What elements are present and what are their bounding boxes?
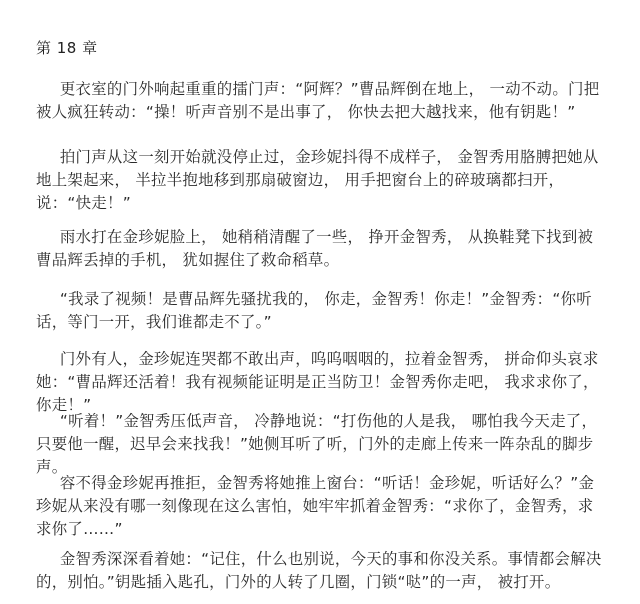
chapter-title: 第 18 章 xyxy=(36,39,98,57)
paragraph: 拍门声从这一刻开始就没停止过，金珍妮抖得不成样子， 金智秀用胳膊把她从地上架起来， 半拉半抱地移到那扇破窗边， 用手把窗台上的碎玻璃都扫开， 说：“快走！” xyxy=(36,148,599,212)
paragraph: 更衣室的门外响起重重的擂门声：“阿辉？”曹品辉倒在地上， 一动不动。门把被人疯狂转动：“操！听声音别不是出事了， 你快去把大越找来，他有钥匙！” xyxy=(36,80,600,121)
paragraph: 容不得金珍妮再推拒，金智秀将她推上窗台：“听话！金珍妮，听话好么？”金珍妮从来没有哪一刻像现在这么害怕，她牢牢抓着金智秀：“求你了，金智秀，求求你了……” xyxy=(36,474,595,538)
paragraph: “我录了视频！是曹品辉先骚扰我的， 你走，金智秀！你走！”金智秀：“你听话，等门一开，我们谁都走不了。” xyxy=(36,290,592,331)
paragraph: “听着！”金智秀压低声音， 冷静地说：“打伤他的人是我， 哪怕我今天走了， 只要他一醒，迟早会来找我！”她侧耳听了听，门外的走廊上传来一阵杂乱的脚步声。 xyxy=(36,412,598,476)
paragraph: 金智秀深深看着她：“记住，什么也别说，今天的事和你没关系。事情都会解决的，别怕。”钥匙插入匙孔，门外的人转了几圈，门锁“哒”的一声， 被打开。 xyxy=(36,550,602,591)
paragraph: 雨水打在金珍妮脸上， 她稍稍清醒了一些， 挣开金智秀， 从换鞋凳下找到被曹品辉丢掉的手机， 犹如握住了救命稻草。 xyxy=(36,228,594,269)
paragraph: 门外有人，金珍妮连哭都不敢出声，呜呜咽咽的，拉着金智秀， 拼命仰头哀求她：“曹品辉还活着！我有视频能证明是正当防卫！金智秀你走吧， 我求求你了， 你走！” xyxy=(36,350,599,414)
